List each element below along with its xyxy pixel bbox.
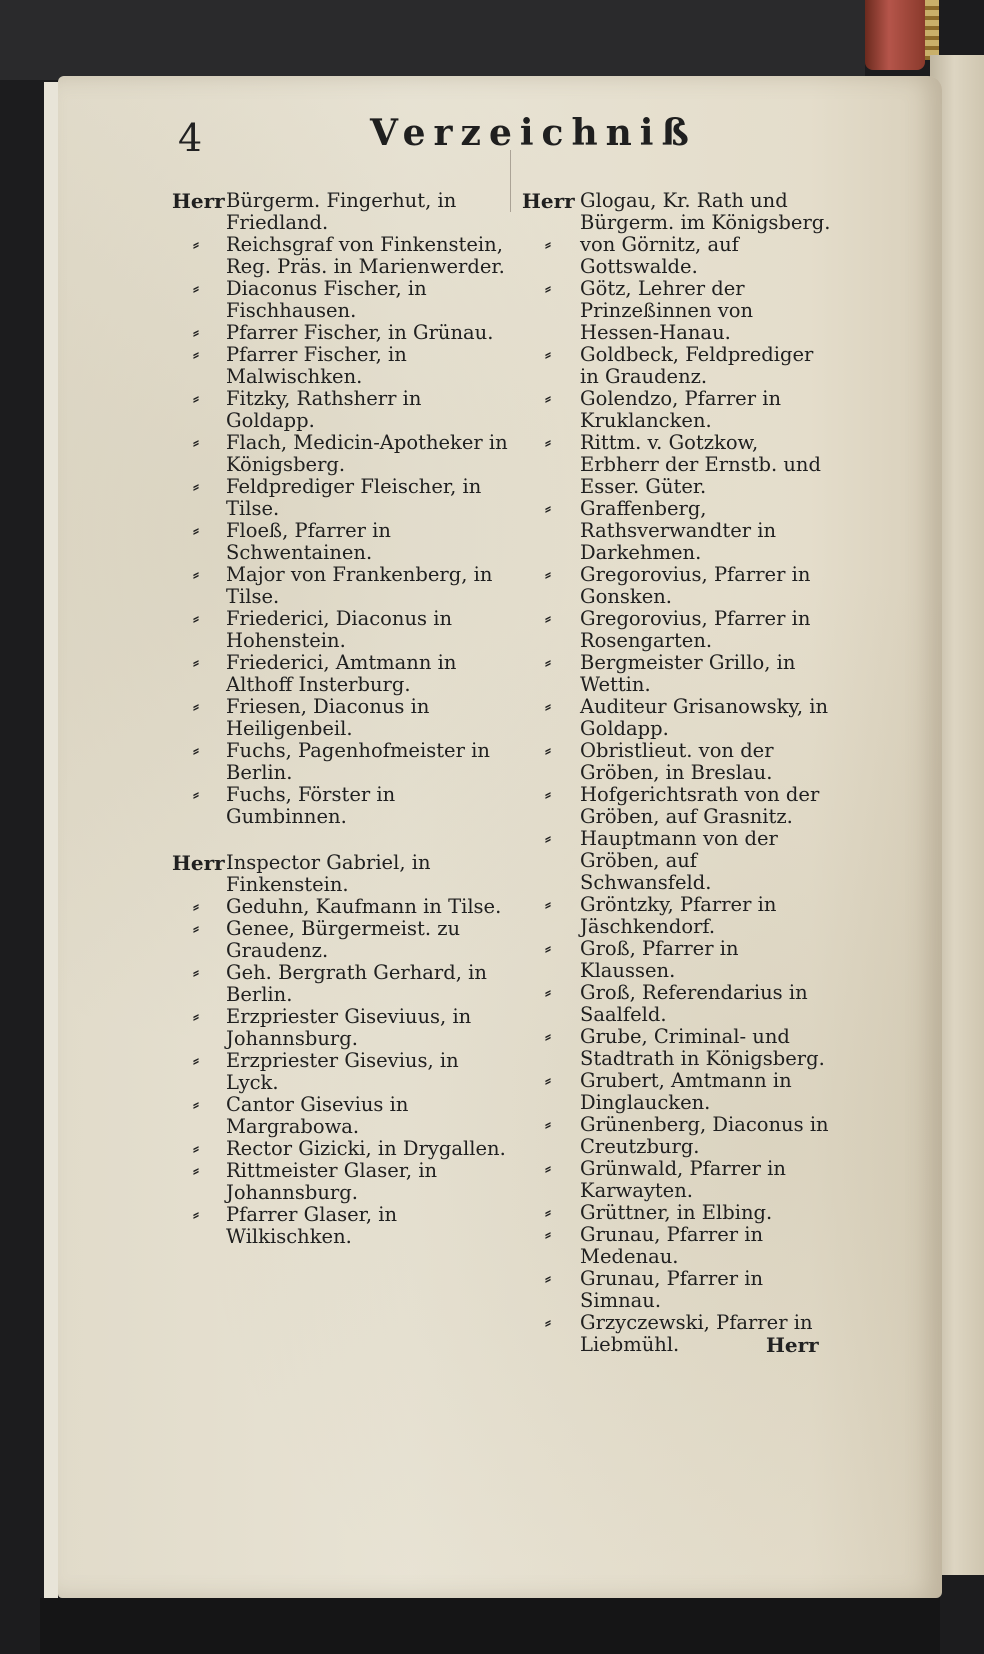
ditto-mark: ⸗ bbox=[545, 498, 551, 519]
section-gap bbox=[172, 828, 508, 852]
index-entry bbox=[172, 190, 508, 234]
index-entry bbox=[172, 564, 508, 608]
entry-text: Reichsgraf von Finkenstein, Reg. Präs. in Marienwerder. bbox=[226, 233, 505, 278]
index-entry bbox=[522, 938, 832, 982]
ditto-mark: ⸗ bbox=[193, 740, 199, 761]
index-entry bbox=[172, 608, 508, 652]
entry-text: Obristlieut. von der Gröben, in Breslau. bbox=[580, 739, 774, 784]
page-heading: Verzeichniß bbox=[370, 112, 697, 154]
catchword: Herr bbox=[766, 1333, 819, 1357]
index-entry bbox=[172, 1204, 508, 1248]
entry-text: Geduhn, Kaufmann in Tilse. bbox=[226, 895, 502, 918]
entry-text: von Görnitz, auf Gottswalde. bbox=[580, 233, 739, 278]
entry-text: Gregorovius, Pfarrer in Rosengarten. bbox=[580, 607, 811, 652]
ditto-mark: ⸗ bbox=[193, 520, 199, 541]
entry-title: Herr bbox=[172, 189, 225, 213]
entry-text: Rittm. v. Gotzkow, Erbherr der Ernstb. und Esser. Güter. bbox=[580, 431, 821, 498]
entry-text: Glogau, Kr. Rath und Bürgerm. im Königsberg. bbox=[580, 189, 831, 234]
binding-edge bbox=[865, 0, 925, 70]
entry-text: Friederici, Amtmann in Althoff Insterburg. bbox=[226, 651, 457, 696]
ditto-mark: ⸗ bbox=[545, 1268, 551, 1289]
entry-text: Major von Frankenberg, in Tilse. bbox=[226, 563, 493, 608]
entry-text: Genee, Bürgermeist. zu Graudenz. bbox=[226, 917, 461, 962]
index-entry bbox=[172, 1160, 508, 1204]
entry-text: Fuchs, Pagenhofmeister in Berlin. bbox=[226, 739, 490, 784]
ditto-mark: ⸗ bbox=[193, 432, 199, 453]
entry-text: Götz, Lehrer der Prinzeßinnen von Hessen-Hanau. bbox=[580, 277, 754, 344]
entry-title: Herr bbox=[522, 189, 575, 213]
entry-text: Rittmeister Glaser, in Johannsburg. bbox=[226, 1159, 438, 1204]
index-entry bbox=[522, 982, 832, 1026]
entry-text: Bürgerm. Fingerhut, in Friedland. bbox=[226, 189, 457, 234]
entry-text: Goldbeck, Feldprediger in Graudenz. bbox=[580, 343, 814, 388]
index-entry bbox=[172, 1050, 508, 1094]
ditto-mark: ⸗ bbox=[193, 1138, 199, 1159]
ditto-mark: ⸗ bbox=[545, 784, 551, 805]
index-entry bbox=[522, 1026, 832, 1070]
entry-text: Grube, Criminal- und Stadtrath in Königsberg. bbox=[580, 1025, 825, 1070]
index-entry bbox=[172, 388, 508, 432]
column-divider bbox=[510, 150, 511, 212]
index-entry bbox=[522, 190, 832, 234]
entry-text: Grunau, Pfarrer in Medenau. bbox=[580, 1223, 764, 1268]
ditto-mark: ⸗ bbox=[193, 322, 199, 343]
entry-text: Flach, Medicin-Apotheker in Königsberg. bbox=[226, 431, 508, 476]
ditto-mark: ⸗ bbox=[545, 1026, 551, 1047]
entry-text: Grzyczewski, Pfarrer in Liebmühl. bbox=[580, 1311, 813, 1356]
entry-text: Fitzky, Rathsherr in Goldapp. bbox=[226, 387, 422, 432]
entry-text: Floeß, Pfarrer in Schwentainen. bbox=[226, 519, 391, 564]
entry-text: Pfarrer Glaser, in Wilkischken. bbox=[226, 1203, 398, 1248]
index-entry bbox=[172, 344, 508, 388]
ditto-mark: ⸗ bbox=[545, 894, 551, 915]
entry-text: Feldprediger Fleischer, in Tilse. bbox=[226, 475, 482, 520]
background-top bbox=[0, 0, 865, 80]
ditto-mark: ⸗ bbox=[193, 1094, 199, 1115]
index-entry bbox=[172, 896, 508, 918]
entry-text: Cantor Gisevius in Margrabowa. bbox=[226, 1093, 409, 1138]
index-entry bbox=[172, 322, 508, 344]
ditto-mark: ⸗ bbox=[193, 696, 199, 717]
ditto-mark: ⸗ bbox=[193, 962, 199, 983]
ditto-mark: ⸗ bbox=[545, 1114, 551, 1135]
index-entry bbox=[172, 234, 508, 278]
entry-text: Grünwald, Pfarrer in Karwayten. bbox=[580, 1157, 786, 1202]
ditto-mark: ⸗ bbox=[545, 344, 551, 365]
entry-text: Gregorovius, Pfarrer in Gonsken. bbox=[580, 563, 811, 608]
ditto-mark: ⸗ bbox=[193, 1204, 199, 1225]
index-entry bbox=[172, 918, 508, 962]
ditto-mark: ⸗ bbox=[193, 278, 199, 299]
index-entry bbox=[522, 784, 832, 828]
ditto-mark: ⸗ bbox=[545, 1202, 551, 1223]
entry-text: Friederici, Diaconus in Hohenstein. bbox=[226, 607, 453, 652]
ditto-mark: ⸗ bbox=[545, 982, 551, 1003]
index-entry bbox=[172, 432, 508, 476]
entry-text: Grüttner, in Elbing. bbox=[580, 1201, 773, 1224]
ditto-mark: ⸗ bbox=[193, 344, 199, 365]
index-entry bbox=[172, 1006, 508, 1050]
entry-text: Groß, Referendarius in Saalfeld. bbox=[580, 981, 808, 1026]
index-entry bbox=[522, 740, 832, 784]
index-entry bbox=[522, 564, 832, 608]
ditto-mark: ⸗ bbox=[193, 388, 199, 409]
ditto-mark: ⸗ bbox=[545, 608, 551, 629]
entry-text: Gröntzky, Pfarrer in Jäschkendorf. bbox=[580, 893, 777, 938]
index-entry bbox=[522, 608, 832, 652]
index-entry bbox=[522, 344, 832, 388]
ditto-mark: ⸗ bbox=[545, 278, 551, 299]
entry-text: Graffenberg, Rathsverwandter in Darkehmen. bbox=[580, 497, 777, 564]
ditto-mark: ⸗ bbox=[193, 1050, 199, 1071]
background-bottom bbox=[40, 1598, 940, 1654]
entry-text: Geh. Bergrath Gerhard, in Berlin. bbox=[226, 961, 487, 1006]
index-entry bbox=[172, 852, 508, 896]
entry-text: Grünenberg, Diaconus in Creutzburg. bbox=[580, 1113, 829, 1158]
entry-text: Bergmeister Grillo, in Wettin. bbox=[580, 651, 796, 696]
page-edge bbox=[44, 82, 58, 1600]
index-entry bbox=[172, 962, 508, 1006]
entry-text: Pfarrer Fischer, in Malwischken. bbox=[226, 343, 407, 388]
index-entry bbox=[522, 1202, 832, 1224]
entry-text: Fuchs, Förster in Gumbinnen. bbox=[226, 783, 396, 828]
entry-text: Groß, Pfarrer in Klaussen. bbox=[580, 937, 739, 982]
ditto-mark: ⸗ bbox=[545, 1158, 551, 1179]
left-column bbox=[172, 190, 508, 1248]
page-number: 4 bbox=[178, 116, 203, 160]
ditto-mark: ⸗ bbox=[545, 828, 551, 849]
index-entry bbox=[522, 1070, 832, 1114]
index-entry bbox=[172, 696, 508, 740]
entry-text: Diaconus Fischer, in Fischhausen. bbox=[226, 277, 427, 322]
index-entry bbox=[522, 388, 832, 432]
entry-text: Erzpriester Giseviuus, in Johannsburg. bbox=[226, 1005, 472, 1050]
ditto-mark: ⸗ bbox=[193, 234, 199, 255]
index-entry bbox=[172, 278, 508, 322]
ditto-mark: ⸗ bbox=[193, 564, 199, 585]
ditto-mark: ⸗ bbox=[193, 1006, 199, 1027]
index-entry bbox=[172, 740, 508, 784]
index-entry bbox=[172, 1094, 508, 1138]
index-entry bbox=[522, 278, 832, 344]
ditto-mark: ⸗ bbox=[545, 696, 551, 717]
ditto-mark: ⸗ bbox=[545, 564, 551, 585]
index-entry bbox=[172, 1138, 508, 1160]
ditto-mark: ⸗ bbox=[545, 234, 551, 255]
entry-text: Erzpriester Gisevius, in Lyck. bbox=[226, 1049, 459, 1094]
entry-text: Friesen, Diaconus in Heiligenbeil. bbox=[226, 695, 430, 740]
entry-text: Auditeur Grisanowsky, in Goldapp. bbox=[580, 695, 829, 740]
index-entry bbox=[522, 828, 832, 894]
entry-title: Herr bbox=[172, 851, 225, 875]
headband bbox=[925, 0, 939, 60]
ditto-mark: ⸗ bbox=[545, 1224, 551, 1245]
index-entry bbox=[172, 476, 508, 520]
ditto-mark: ⸗ bbox=[193, 896, 199, 917]
ditto-mark: ⸗ bbox=[545, 652, 551, 673]
entry-text: Golendzo, Pfarrer in Kruklancken. bbox=[580, 387, 782, 432]
right-column bbox=[522, 190, 832, 1356]
entry-text: Pfarrer Fischer, in Grünau. bbox=[226, 321, 494, 344]
index-entry bbox=[522, 1158, 832, 1202]
ditto-mark: ⸗ bbox=[193, 1160, 199, 1181]
index-entry bbox=[522, 894, 832, 938]
entry-text: Inspector Gabriel, in Finkenstein. bbox=[226, 851, 431, 896]
index-entry bbox=[522, 1268, 832, 1312]
index-entry bbox=[522, 1114, 832, 1158]
index-entry bbox=[172, 520, 508, 564]
entry-text: Grubert, Amtmann in Dinglaucken. bbox=[580, 1069, 792, 1114]
ditto-mark: ⸗ bbox=[193, 476, 199, 497]
entry-text: Rector Gizicki, in Drygallen. bbox=[226, 1137, 506, 1160]
ditto-mark: ⸗ bbox=[193, 784, 199, 805]
ditto-mark: ⸗ bbox=[545, 1312, 551, 1333]
ditto-mark: ⸗ bbox=[545, 432, 551, 453]
index-entry bbox=[522, 652, 832, 696]
index-entry bbox=[172, 652, 508, 696]
ditto-mark: ⸗ bbox=[545, 938, 551, 959]
index-entry bbox=[522, 498, 832, 564]
index-entry bbox=[522, 1224, 832, 1268]
entry-text: Hofgerichtsrath von der Gröben, auf Grasnitz. bbox=[580, 783, 820, 828]
ditto-mark: ⸗ bbox=[545, 740, 551, 761]
index-entry bbox=[172, 784, 508, 828]
index-entry bbox=[522, 432, 832, 498]
ditto-mark: ⸗ bbox=[193, 918, 199, 939]
entry-text: Hauptmann von der Gröben, auf Schwansfeld. bbox=[580, 827, 778, 894]
entry-text: Grunau, Pfarrer in Simnau. bbox=[580, 1267, 764, 1312]
ditto-mark: ⸗ bbox=[193, 608, 199, 629]
ditto-mark: ⸗ bbox=[193, 652, 199, 673]
ditto-mark: ⸗ bbox=[545, 1070, 551, 1091]
ditto-mark: ⸗ bbox=[545, 388, 551, 409]
index-entry bbox=[522, 234, 832, 278]
index-entry bbox=[522, 696, 832, 740]
